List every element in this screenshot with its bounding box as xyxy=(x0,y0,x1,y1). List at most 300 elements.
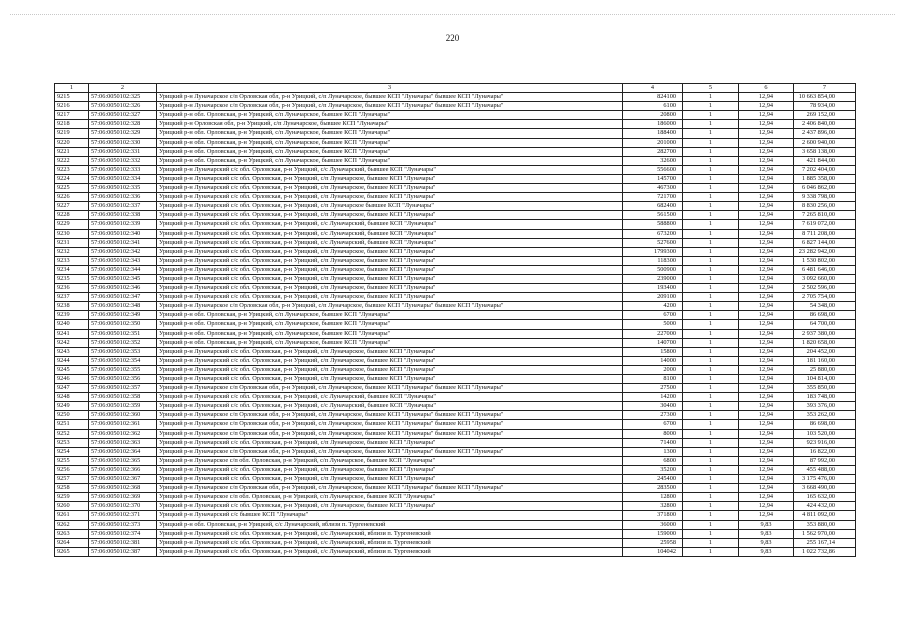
table-row xyxy=(55,174,856,183)
table-row xyxy=(55,129,856,138)
address-cell: Урицкий р-н Луначарское с/п Орловская обл, р-н Урицкий, с/п Луначарское, бывшее КСП "Луначары" бывшее КСП "Луначары" xyxy=(157,484,623,493)
row-number-cell: 9238 xyxy=(55,302,89,311)
area-cell: 6700 xyxy=(623,311,683,320)
cadastral-number-cell: 57:06:0050102:328 xyxy=(89,120,157,129)
rate-cell: 12,94 xyxy=(739,411,794,420)
cadastral-value-cell: 1 885 358,00 xyxy=(794,174,856,183)
table-row xyxy=(55,502,856,511)
cadastral-number-cell: 57:06:0050102:326 xyxy=(89,102,157,111)
rate-cell: 12,94 xyxy=(739,229,794,238)
table-row xyxy=(55,456,856,465)
area-cell: 209100 xyxy=(623,293,683,302)
row-number-cell: 9254 xyxy=(55,447,89,456)
rate-cell: 12,94 xyxy=(739,356,794,365)
rate-cell: 12,94 xyxy=(739,202,794,211)
cadastral-value-cell: 353 262,00 xyxy=(794,411,856,420)
cadastral-number-cell: 57:06:0050102:330 xyxy=(89,138,157,147)
cadastral-value-cell: 3 658 138,00 xyxy=(794,147,856,156)
table-row xyxy=(55,247,856,256)
cadastral-number-cell: 57:06:0050102:361 xyxy=(89,420,157,429)
count-cell: 1 xyxy=(683,302,739,311)
count-cell: 1 xyxy=(683,229,739,238)
cadastral-value-cell: 269 152,00 xyxy=(794,111,856,120)
cadastral-number-cell: 57:06:0050102:370 xyxy=(89,502,157,511)
count-cell: 1 xyxy=(683,475,739,484)
table-row xyxy=(55,265,856,274)
area-cell: 32600 xyxy=(623,156,683,165)
cadastral-number-cell: 57:06:0050102:355 xyxy=(89,365,157,374)
area-cell: 32800 xyxy=(623,502,683,511)
cadastral-value-cell: 1 562 970,00 xyxy=(794,529,856,538)
address-cell: Урицкий р-н Луначарский с/с обл. Орловская, р-н Урицкий, с/с Луначарский, бывшее КСП "Луначары" xyxy=(157,393,623,402)
cadastral-number-cell: 57:06:0050102:345 xyxy=(89,274,157,283)
address-cell: Урицкий р-н Луначарский с/с обл. Орловская, р-н Урицкий, с/с Луначарский, вблизи п. Тургеневский xyxy=(157,529,623,538)
rate-cell: 12,94 xyxy=(739,438,794,447)
cadastral-number-cell: 57:06:0050102:374 xyxy=(89,529,157,538)
row-number-cell: 9222 xyxy=(55,156,89,165)
table-row xyxy=(55,365,856,374)
row-number-cell: 9255 xyxy=(55,456,89,465)
row-number-cell: 9235 xyxy=(55,274,89,283)
table-row xyxy=(55,375,856,384)
address-cell: Урицкий р-н Луначарский с/с обл. Орловская, р-н Урицкий, с/п Луначарское, бывшее КСП "Луначары" xyxy=(157,193,623,202)
table-row xyxy=(55,402,856,411)
count-cell: 1 xyxy=(683,493,739,502)
rate-cell: 12,94 xyxy=(739,375,794,384)
table-row xyxy=(55,338,856,347)
cadastral-value-cell: 54 348,00 xyxy=(794,302,856,311)
count-cell: 1 xyxy=(683,284,739,293)
cadastral-number-cell: 57:06:0050102:334 xyxy=(89,174,157,183)
area-cell: 193400 xyxy=(623,284,683,293)
row-number-cell: 9263 xyxy=(55,529,89,538)
area-cell: 1799300 xyxy=(623,247,683,256)
count-cell: 1 xyxy=(683,156,739,165)
count-cell: 1 xyxy=(683,202,739,211)
address-cell: Урицкий р-н Луначарский с/с обл. Орловская, р-н Урицкий, с/п Луначарское, бывшее КСП "Луначары" xyxy=(157,465,623,474)
rate-cell: 12,94 xyxy=(739,365,794,374)
count-cell: 1 xyxy=(683,347,739,356)
table-row xyxy=(55,147,856,156)
cadastral-number-cell: 57:06:0050102:373 xyxy=(89,520,157,529)
address-cell: Урицкий р-н Луначарский с/с обл. Орловская, р-н Урицкий, с/п Луначарское, бывшее КСП "Луначары" xyxy=(157,365,623,374)
table-row xyxy=(55,156,856,165)
count-cell: 1 xyxy=(683,265,739,274)
cadastral-value-cell: 86 698,00 xyxy=(794,420,856,429)
register-table xyxy=(54,83,856,557)
rate-cell: 12,94 xyxy=(739,420,794,429)
row-number-cell: 9246 xyxy=(55,375,89,384)
cadastral-value-cell: 204 452,00 xyxy=(794,347,856,356)
row-number-cell: 9228 xyxy=(55,211,89,220)
table-row xyxy=(55,429,856,438)
cadastral-number-cell: 57:06:0050102:343 xyxy=(89,256,157,265)
count-cell: 1 xyxy=(683,256,739,265)
table-row xyxy=(55,311,856,320)
table-row xyxy=(55,493,856,502)
table-row xyxy=(55,284,856,293)
address-cell: Урицкий р-н Луначарский с/с обл. Орловская, р-н Урицкий, с/с Луначарский, бывшее КСП "Луначары" xyxy=(157,229,623,238)
address-cell: Урицкий р-н Луначарский с/с обл. Орловская, р-н Урицкий, с/п Луначарское, бывшее КСП "Луначары" xyxy=(157,211,623,220)
cadastral-value-cell: 87 992,00 xyxy=(794,456,856,465)
cadastral-number-cell: 57:06:0050102:346 xyxy=(89,284,157,293)
rate-cell: 12,94 xyxy=(739,338,794,347)
row-number-cell: 9243 xyxy=(55,347,89,356)
cadastral-number-cell: 57:06:0050102:333 xyxy=(89,165,157,174)
row-number-cell: 9247 xyxy=(55,384,89,393)
rate-cell: 9,83 xyxy=(739,538,794,547)
table-row xyxy=(55,138,856,147)
address-cell: Урицкий р-н Луначарский с/с обл. Орловская, р-н Урицкий, с/с Луначарский, бывшее КСП "Луначары" xyxy=(157,165,623,174)
address-cell: Урицкий р-н обл. Орловская, р-н Урицкий, с/п Луначарское, бывшее КСП "Луначары" xyxy=(157,311,623,320)
area-cell: 8000 xyxy=(623,429,683,438)
table-header-row xyxy=(55,84,856,93)
row-number-cell: 9240 xyxy=(55,320,89,329)
cadastral-value-cell: 10 663 854,00 xyxy=(794,93,856,102)
rate-cell: 12,94 xyxy=(739,493,794,502)
table-row xyxy=(55,475,856,484)
count-cell: 1 xyxy=(683,438,739,447)
table-row xyxy=(55,411,856,420)
header-cell: 7 xyxy=(794,84,856,93)
rate-cell: 12,94 xyxy=(739,274,794,283)
row-number-cell: 9223 xyxy=(55,165,89,174)
area-cell: 824100 xyxy=(623,93,683,102)
rate-cell: 12,94 xyxy=(739,220,794,229)
row-number-cell: 9262 xyxy=(55,520,89,529)
cadastral-number-cell: 57:06:0050102:332 xyxy=(89,156,157,165)
table-row xyxy=(55,520,856,529)
address-cell: Урицкий р-н Луначарский с/с обл. Орловская, р-н Урицкий, с/п Луначарское бывшее КСП "Луначары" xyxy=(157,202,623,211)
cadastral-number-cell: 57:06:0050102:344 xyxy=(89,265,157,274)
row-number-cell: 9220 xyxy=(55,138,89,147)
area-cell: 2000 xyxy=(623,365,683,374)
table-row xyxy=(55,420,856,429)
address-cell: Урицкий р-н Луначарский с/с бывшее КСП "Луначары" xyxy=(157,511,623,520)
count-cell: 1 xyxy=(683,447,739,456)
address-cell: Урицкий р-н Луначарское с/п Орловская обл, р-н Урицкий, с/п Луначарское, бывшее КСП "Луначары" бывшее КСП "Луначары" xyxy=(157,447,623,456)
rate-cell: 12,94 xyxy=(739,120,794,129)
rate-cell: 12,94 xyxy=(739,447,794,456)
count-cell: 1 xyxy=(683,111,739,120)
area-cell: 145700 xyxy=(623,174,683,183)
rate-cell: 12,94 xyxy=(739,293,794,302)
cadastral-number-cell: 57:06:0050102:358 xyxy=(89,393,157,402)
table-row xyxy=(55,93,856,102)
row-number-cell: 9215 xyxy=(55,93,89,102)
rate-cell: 12,94 xyxy=(739,238,794,247)
area-cell: 282700 xyxy=(623,147,683,156)
cadastral-value-cell: 64 700,00 xyxy=(794,320,856,329)
cadastral-value-cell: 7 202 404,00 xyxy=(794,165,856,174)
count-cell: 1 xyxy=(683,138,739,147)
table-row xyxy=(55,511,856,520)
address-cell: Урицкий р-н обл. Орловская, р-н Урицкий, с/п Луначарское, бывшее КСП "Луначары" xyxy=(157,147,623,156)
count-cell: 1 xyxy=(683,384,739,393)
row-number-cell: 9256 xyxy=(55,465,89,474)
top-dotted-line xyxy=(10,14,895,17)
header-cell: 2 xyxy=(89,84,157,93)
rate-cell: 9,83 xyxy=(739,547,794,556)
rate-cell: 12,94 xyxy=(739,138,794,147)
count-cell: 1 xyxy=(683,93,739,102)
rate-cell: 12,94 xyxy=(739,302,794,311)
cadastral-number-cell: 57:06:0050102:342 xyxy=(89,247,157,256)
table-row xyxy=(55,184,856,193)
row-number-cell: 9227 xyxy=(55,202,89,211)
cadastral-number-cell: 57:06:0050102:331 xyxy=(89,147,157,156)
address-cell: Урицкий р-н Луначарское с/п Орловская обл, р-н Урицкий, с/п Луначарское, бывшее КСП "Луначары" бывшее КСП "Луначары" xyxy=(157,429,623,438)
cadastral-number-cell: 57:06:0050102:338 xyxy=(89,211,157,220)
cadastral-value-cell: 3 175 476,00 xyxy=(794,475,856,484)
cadastral-number-cell: 57:06:0050102:327 xyxy=(89,111,157,120)
count-cell: 1 xyxy=(683,102,739,111)
cadastral-value-cell: 2 406 840,00 xyxy=(794,120,856,129)
table-row xyxy=(55,211,856,220)
table-row xyxy=(55,438,856,447)
area-cell: 5000 xyxy=(623,320,683,329)
count-cell: 1 xyxy=(683,120,739,129)
rate-cell: 12,94 xyxy=(739,247,794,256)
table-row xyxy=(55,356,856,365)
table-row xyxy=(55,256,856,265)
rate-cell: 12,94 xyxy=(739,329,794,338)
address-cell: Урицкий р-н Луначарский с/с обл. Орловская, р-н Урицкий, с/п Луначарское, бывшее КСП "Луначары" xyxy=(157,438,623,447)
cadastral-value-cell: 6 046 862,00 xyxy=(794,184,856,193)
rate-cell: 12,94 xyxy=(739,311,794,320)
address-cell: Урицкий р-н Луначарское с/п Орловская обл, р-н Урицкий, с/п Луначарское, бывшее КСП "Луначары" бывшее КСП "Луначары" xyxy=(157,93,623,102)
cadastral-number-cell: 57:06:0050102:365 xyxy=(89,456,157,465)
count-cell: 1 xyxy=(683,211,739,220)
count-cell: 1 xyxy=(683,247,739,256)
cadastral-value-cell: 2 502 596,00 xyxy=(794,284,856,293)
cadastral-number-cell: 57:06:0050102:359 xyxy=(89,402,157,411)
cadastral-number-cell: 57:06:0050102:352 xyxy=(89,338,157,347)
address-cell: Урицкий р-н Луначарский с/с обл. Орловская, р-н Урицкий, с/п Луначарское, бывшее КСП "Луначары" xyxy=(157,274,623,283)
address-cell: Урицкий р-н Луначарский с/с обл. Орловская, р-н Урицкий, с/п Луначарское, бывшее КСП "Луначары" xyxy=(157,256,623,265)
count-cell: 1 xyxy=(683,365,739,374)
row-number-cell: 9226 xyxy=(55,193,89,202)
cadastral-value-cell: 6 827 144,00 xyxy=(794,238,856,247)
address-cell: Урицкий р-н Луначарский с/с обл. Орловская, р-н Урицкий, с/с Луначарский, бывшее КСП "Луначары" xyxy=(157,220,623,229)
rate-cell: 12,94 xyxy=(739,502,794,511)
address-cell: Урицкий р-н обл. Орловская, р-н Урицкий, с/с Луначарский, вблизи п. Тургеневский xyxy=(157,520,623,529)
cadastral-number-cell: 57:06:0050102:351 xyxy=(89,329,157,338)
count-cell: 1 xyxy=(683,329,739,338)
area-cell: 27500 xyxy=(623,384,683,393)
table-row xyxy=(55,220,856,229)
area-cell: 20800 xyxy=(623,111,683,120)
address-cell: Урицкий р-н Луначарский с/с обл. Орловская, р-н Урицкий, с/с Луначарский, вблизи п. Тургеневский xyxy=(157,538,623,547)
count-cell: 1 xyxy=(683,411,739,420)
table-row xyxy=(55,293,856,302)
row-number-cell: 9248 xyxy=(55,393,89,402)
cadastral-value-cell: 181 160,00 xyxy=(794,356,856,365)
area-cell: 556600 xyxy=(623,165,683,174)
row-number-cell: 9237 xyxy=(55,293,89,302)
rate-cell: 12,94 xyxy=(739,511,794,520)
table-row xyxy=(55,329,856,338)
count-cell: 1 xyxy=(683,147,739,156)
address-cell: Урицкий р-н Луначарский с/с обл. Орловская, р-н Урицкий, с/с Луначарский, бывшее КСП "Луначары" xyxy=(157,402,623,411)
cadastral-value-cell: 421 844,00 xyxy=(794,156,856,165)
count-cell: 1 xyxy=(683,520,739,529)
area-cell: 27300 xyxy=(623,411,683,420)
header-cell: 1 xyxy=(55,84,89,93)
count-cell: 1 xyxy=(683,484,739,493)
cadastral-value-cell: 16 822,00 xyxy=(794,447,856,456)
cadastral-value-cell: 4 811 092,00 xyxy=(794,511,856,520)
count-cell: 1 xyxy=(683,456,739,465)
table-row xyxy=(55,202,856,211)
count-cell: 1 xyxy=(683,420,739,429)
row-number-cell: 9233 xyxy=(55,256,89,265)
count-cell: 1 xyxy=(683,311,739,320)
count-cell: 1 xyxy=(683,238,739,247)
address-cell: Урицкий р-н Луначарский с/с обл. Орловская, р-н Урицкий, с/п Луначарское, бывшее КСП "Луначары" xyxy=(157,184,623,193)
table-row xyxy=(55,320,856,329)
cadastral-number-cell: 57:06:0050102:362 xyxy=(89,429,157,438)
rate-cell: 12,94 xyxy=(739,484,794,493)
count-cell: 1 xyxy=(683,320,739,329)
address-cell: Урицкий р-н Луначарское с/п Орловская обл, р-н Урицкий, с/п Луначарское, бывшее КСП "Луначары" бывшее КСП "Луначары" xyxy=(157,102,623,111)
address-cell: Урицкий р-н обл. Орловская, р-н Урицкий, с/п Луначарское, бывшее КСП "Луначары" xyxy=(157,129,623,138)
area-cell: 71400 xyxy=(623,438,683,447)
address-cell: Урицкий р-н Луначарское с/п Орловская обл, р-н Урицкий, с/п Луначарское, бывшее КСП "Луначары" бывшее КСП "Луначары" xyxy=(157,384,623,393)
cadastral-value-cell: 353 880,00 xyxy=(794,520,856,529)
table-row xyxy=(55,302,856,311)
count-cell: 1 xyxy=(683,393,739,402)
row-number-cell: 9259 xyxy=(55,493,89,502)
cadastral-number-cell: 57:06:0050102:354 xyxy=(89,356,157,365)
cadastral-value-cell: 86 698,00 xyxy=(794,311,856,320)
row-number-cell: 9231 xyxy=(55,238,89,247)
row-number-cell: 9260 xyxy=(55,502,89,511)
row-number-cell: 9236 xyxy=(55,284,89,293)
rate-cell: 9,83 xyxy=(739,520,794,529)
cadastral-number-cell: 57:06:0050102:353 xyxy=(89,347,157,356)
address-cell: Урицкий р-н Луначарский с/с обл. Орловская, р-н Урицкий, с/с Луначарский, бывшее КСП "Луначары" xyxy=(157,238,623,247)
cadastral-number-cell: 57:06:0050102:364 xyxy=(89,447,157,456)
cadastral-value-cell: 7 619 072,00 xyxy=(794,220,856,229)
cadastral-value-cell: 1 022 732,86 xyxy=(794,547,856,556)
row-number-cell: 9218 xyxy=(55,120,89,129)
cadastral-value-cell: 9 338 798,00 xyxy=(794,193,856,202)
address-cell: Урицкий р-н обл. Орловская, р-н Урицкий, с/п Луначарское, бывшее КСП "Луначары" xyxy=(157,338,623,347)
cadastral-number-cell: 57:06:0050102:336 xyxy=(89,193,157,202)
cadastral-number-cell: 57:06:0050102:356 xyxy=(89,375,157,384)
count-cell: 1 xyxy=(683,165,739,174)
address-cell: Урицкий р-н обл. Орловская, р-н Урицкий, с/п Луначарское, бывшее КСП "Луначары" xyxy=(157,156,623,165)
area-cell: 371800 xyxy=(623,511,683,520)
row-number-cell: 9216 xyxy=(55,102,89,111)
cadastral-number-cell: 57:06:0050102:339 xyxy=(89,220,157,229)
address-cell: Урицкий р-н Луначарский с/с обл. Орловская, р-н Урицкий, с/п Луначарское, бывшее КСП "Луначары" xyxy=(157,475,623,484)
count-cell: 1 xyxy=(683,402,739,411)
cadastral-number-cell: 57:06:0050102:367 xyxy=(89,475,157,484)
address-cell: Урицкий р-н обл. Орловская, р-н Урицкий, с/п Луначарское, бывшее КСП "Луначары" xyxy=(157,138,623,147)
area-cell: 6800 xyxy=(623,456,683,465)
rate-cell: 12,94 xyxy=(739,320,794,329)
row-number-cell: 9224 xyxy=(55,174,89,183)
row-number-cell: 9241 xyxy=(55,329,89,338)
address-cell: Урицкий р-н Луначарский с/с обл. Орловская, р-н Урицкий, с/п Луначарское, бывшее КСП "Луначары" xyxy=(157,356,623,365)
area-cell: 12800 xyxy=(623,493,683,502)
cadastral-number-cell: 57:06:0050102:381 xyxy=(89,538,157,547)
cadastral-number-cell: 57:06:0050102:347 xyxy=(89,293,157,302)
area-cell: 6700 xyxy=(623,420,683,429)
table-row xyxy=(55,547,856,556)
rate-cell: 12,94 xyxy=(739,111,794,120)
address-cell: Урицкий р-н Луначарское с/п Орловская обл, р-н Урицкий, с/п Луначарское, бывшее КСП "Луначары" бывшее КСП "Луначары" xyxy=(157,411,623,420)
header-cell: 5 xyxy=(683,84,739,93)
area-cell: 14000 xyxy=(623,356,683,365)
row-number-cell: 9232 xyxy=(55,247,89,256)
table-row xyxy=(55,393,856,402)
row-number-cell: 9221 xyxy=(55,147,89,156)
table-row xyxy=(55,238,856,247)
cadastral-value-cell: 355 850,00 xyxy=(794,384,856,393)
row-number-cell: 9219 xyxy=(55,129,89,138)
address-cell: Урицкий р-н Луначарский с/с обл. Орловская, р-н Урицкий, с/п Луначарское, бывшее КСП "Луначары" xyxy=(157,375,623,384)
count-cell: 1 xyxy=(683,193,739,202)
page-number: 220 xyxy=(445,33,460,43)
area-cell: 673200 xyxy=(623,229,683,238)
address-cell: Урицкий р-н обл. Орловская, р-н Урицкий, с/п Луначарское, бывшее КСП "Луначары" xyxy=(157,329,623,338)
area-cell: 118300 xyxy=(623,256,683,265)
cadastral-value-cell: 6 481 646,00 xyxy=(794,265,856,274)
area-cell: 6100 xyxy=(623,102,683,111)
cadastral-value-cell: 8 830 256,00 xyxy=(794,202,856,211)
cadastral-value-cell: 23 282 942,00 xyxy=(794,247,856,256)
row-number-cell: 9265 xyxy=(55,547,89,556)
cadastral-value-cell: 25 880,00 xyxy=(794,365,856,374)
rate-cell: 12,94 xyxy=(739,402,794,411)
row-number-cell: 9234 xyxy=(55,265,89,274)
cadastral-number-cell: 57:06:0050102:350 xyxy=(89,320,157,329)
count-cell: 1 xyxy=(683,547,739,556)
rate-cell: 12,94 xyxy=(739,456,794,465)
area-cell: 8100 xyxy=(623,375,683,384)
address-cell: Урицкий р-н обл. Орловская, р-н Урицкий, с/п Луначарское, бывшее КСП "Луначары" xyxy=(157,320,623,329)
row-number-cell: 9230 xyxy=(55,229,89,238)
area-cell: 201000 xyxy=(623,138,683,147)
rate-cell: 12,94 xyxy=(739,284,794,293)
table-row xyxy=(55,538,856,547)
cadastral-number-cell: 57:06:0050102:340 xyxy=(89,229,157,238)
area-cell: 239000 xyxy=(623,274,683,283)
area-cell: 1300 xyxy=(623,447,683,456)
cadastral-value-cell: 165 632,00 xyxy=(794,493,856,502)
count-cell: 1 xyxy=(683,529,739,538)
header-cell: 3 xyxy=(157,84,623,93)
count-cell: 1 xyxy=(683,174,739,183)
row-number-cell: 9250 xyxy=(55,411,89,420)
count-cell: 1 xyxy=(683,502,739,511)
cadastral-value-cell: 1 530 802,00 xyxy=(794,256,856,265)
cadastral-number-cell: 57:06:0050102:325 xyxy=(89,93,157,102)
area-cell: 159000 xyxy=(623,529,683,538)
count-cell: 1 xyxy=(683,220,739,229)
address-cell: Урицкий р-н Луначарский с/с обл. Орловская, р-н Урицкий, с/п Луначарское, бывшее КСП "Луначары" xyxy=(157,265,623,274)
row-number-cell: 9252 xyxy=(55,429,89,438)
area-cell: 25958 xyxy=(623,538,683,547)
cadastral-value-cell: 393 376,00 xyxy=(794,402,856,411)
area-cell: 140700 xyxy=(623,338,683,347)
rate-cell: 12,94 xyxy=(739,256,794,265)
row-number-cell: 9257 xyxy=(55,475,89,484)
row-number-cell: 9264 xyxy=(55,538,89,547)
